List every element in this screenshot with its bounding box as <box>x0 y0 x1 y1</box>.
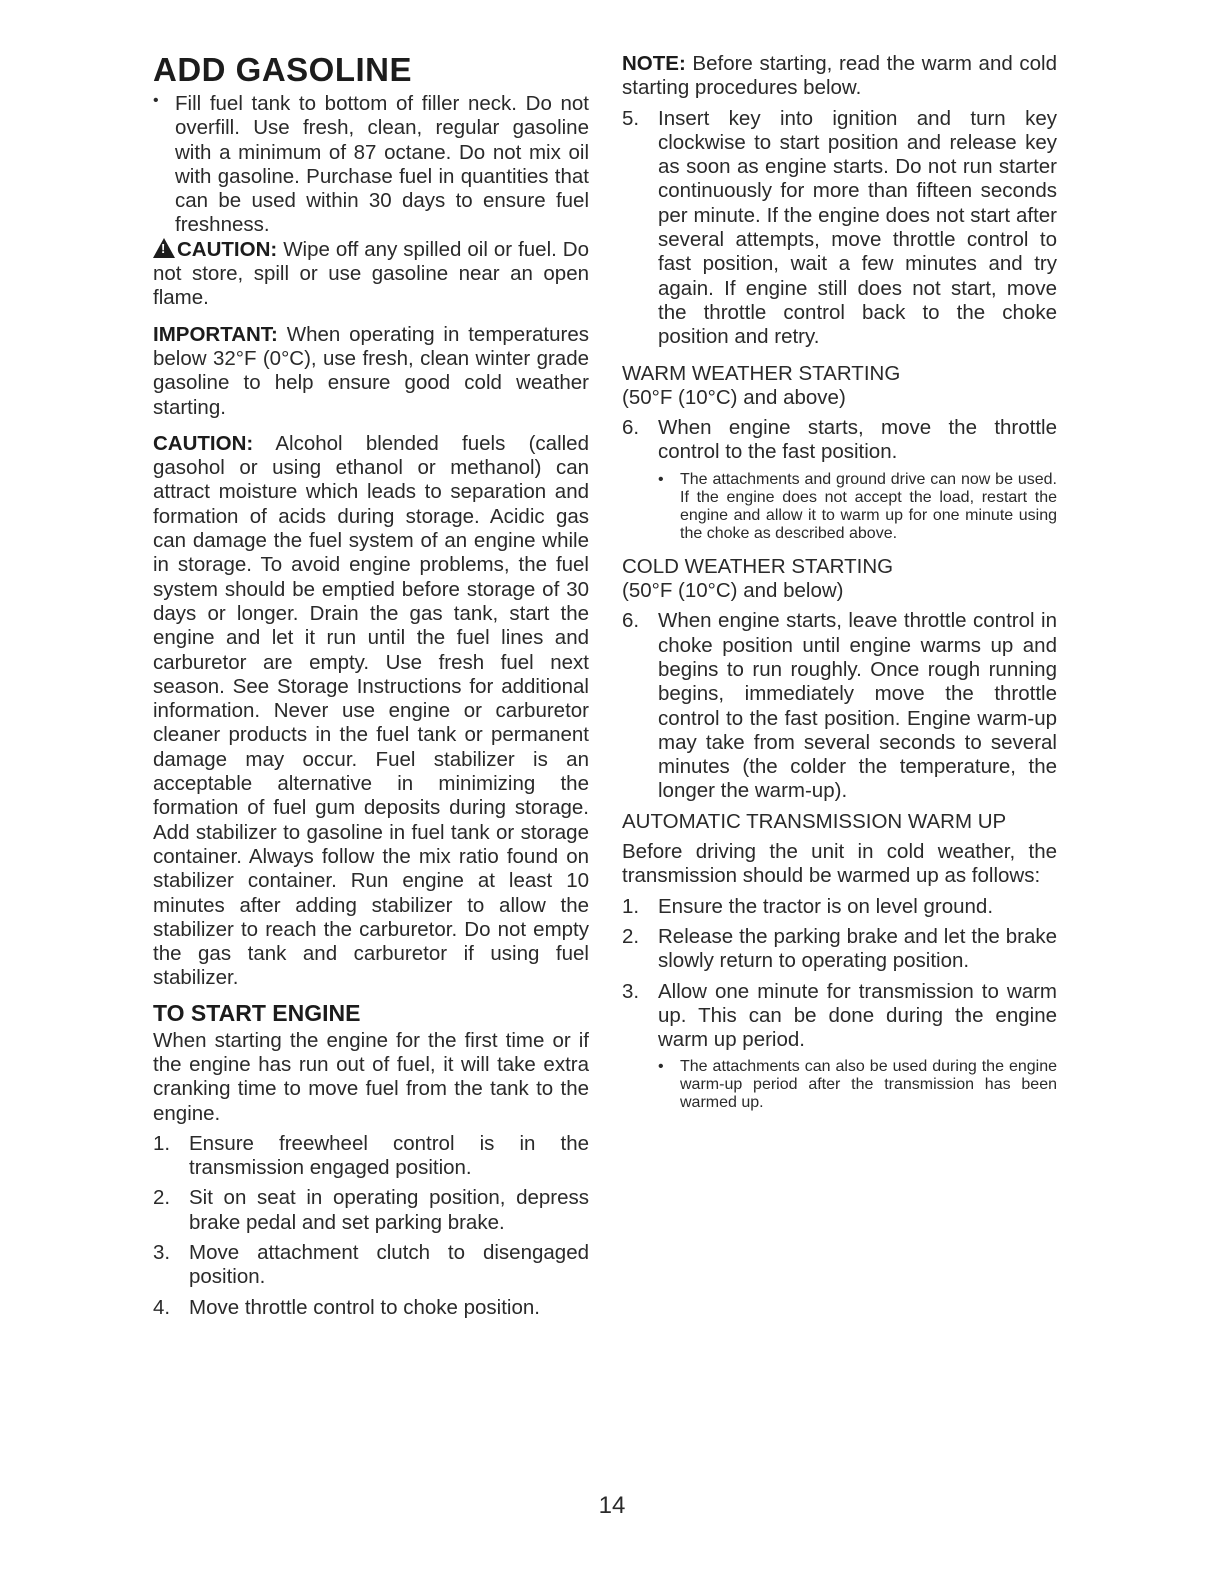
caution-spill-text: Wipe off any spilled oil or fuel. Do not store, spill or use gasoline near an open flame. <box>153 237 590 310</box>
step-text: Allow one minute for transmission to warm up. This can be done during the engine warm up period. <box>658 979 1057 1052</box>
start-intro: When starting the engine for the first time or if the engine has run out of fuel, it will take extra cranking time to move fuel from the tank to the engine. <box>153 1028 589 1125</box>
auto-step <box>622 925 1057 974</box>
cold-weather-heading: COLD WEATHER STARTING <box>622 554 894 578</box>
gasoline-bullet <box>153 92 589 238</box>
start-step <box>153 1296 589 1320</box>
auto-bullet-text: The attachments can also be used during the engine warm-up period after the transmission has been warmed up. <box>680 1058 1057 1112</box>
important-label: IMPORTANT: <box>153 322 278 346</box>
note <box>622 52 1057 101</box>
warm-weather-heading: WARM WEATHER STARTING <box>622 361 901 385</box>
step-text: Ensure freewheel control is in the transmission engaged position. <box>189 1131 589 1180</box>
start-step <box>153 1132 589 1181</box>
start-step <box>153 1241 589 1290</box>
step-number: 2. <box>153 1186 171 1210</box>
caution-alcohol-text: Alcohol blended fuels (called gasohol or using ethanol or methanol) can attract moisture which leads to separation and formation of acids during storage. Acidic gas can damage the fuel system of an engine while in storage. To avoid engine problems, the fuel system should be emptied before storage of 30 days or longer. Drain the gas tank, start the engine and let it run until the fuel lines and carburetor are empty. Use fresh fuel next season. See Storage Instructions for additional information. Never use engine or carburetor cleaner products in the fuel tank or permanent damage may occur. Fuel stabilizer is an acceptable alternative in minimizing the formation of fuel gum deposits during storage. Add stabilizer to gasoline in fuel tank or storage container. Always follow the mix ratio found on stabilizer container. Run engine at least 10 minutes after adding stabilizer to allow the stabilizer to reach the carburetor. Do not empty the gas tank and carburetor if using fuel stabilizer. <box>153 431 589 990</box>
bullet-dot: • <box>658 1058 664 1076</box>
important-note <box>153 323 589 420</box>
step-number: 1. <box>153 1131 171 1155</box>
step-text: Insert key into ignition and turn key clockwise to start position and release key as soon as engine starts. Do not run starter continuously for more than fifteen seconds per minute. If the engine does not start after several attempts, move throttle control to fast position, wait a few minutes and try again. If engine still does not start, move the throttle control back to the choke position and retry. <box>658 106 1057 349</box>
auto-transmission-intro: Before driving the unit in cold weather, the transmission should be warmed up as follows: <box>622 840 1057 888</box>
step-number: 3. <box>622 979 640 1003</box>
auto-step <box>622 980 1057 1053</box>
caution-spill <box>153 238 589 311</box>
warm-step-6 <box>622 416 1057 465</box>
caution-spill-label: CAUTION: <box>177 237 278 261</box>
start-step-5 <box>622 107 1057 350</box>
step-text: Ensure the tractor is on level ground. <box>658 894 994 918</box>
bullet-dot: • <box>658 470 664 488</box>
step-text: Sit on seat in operating position, depress brake pedal and set parking brake. <box>189 1186 589 1234</box>
warning-triangle-icon: ! <box>153 238 175 258</box>
warm-bullet <box>622 471 1057 543</box>
step-text: Move attachment clutch to disengaged position. <box>189 1241 589 1289</box>
cold-weather-range: (50°F (10°C) and below) <box>622 579 844 603</box>
note-label: NOTE: <box>622 52 686 75</box>
step-text: When engine starts, leave throttle control in choke position until engine warms up and begins to run roughly. Once rough running begins, immediately move the throttle control to the fast position. Engine warm-up may take from several seconds to several minutes (the colder the temperature, the longer the warm-up). <box>658 609 1057 803</box>
step-number: 6. <box>622 609 640 633</box>
auto-bullet <box>622 1058 1057 1112</box>
right-column <box>622 52 1057 1112</box>
left-column <box>153 52 589 1320</box>
step-number: 4. <box>153 1295 171 1319</box>
note-text: Before starting, read the warm and cold starting procedures below. <box>622 52 1057 100</box>
step-number: 6. <box>622 416 640 440</box>
heading-start-engine: TO START ENGINE <box>153 999 361 1026</box>
gasoline-bullet-text: Fill fuel tank to bottom of filler neck. Do not overfill. Use fresh, clean, regular gasoline with a minimum of 87 octane. Do not mix oil with gasoline. Purchase fuel in quantities that can be used within 30 days to ensure fuel freshness. <box>175 92 589 237</box>
caution-alcohol-label: CAUTION: <box>153 431 254 455</box>
page-number: 14 <box>598 1492 626 1519</box>
important-text: When operating in temperatures below 32°F (0°C), use fresh, clean winter grade gasoline to help ensure good cold weather starting. <box>153 322 590 419</box>
warm-bullet-text: The attachments and ground drive can now be used. If the engine does not accept the load, restart the engine and allow it to warm up for one minute using the choke as described above. <box>680 470 1057 542</box>
caution-alcohol <box>153 432 589 991</box>
cold-step-6 <box>622 609 1057 803</box>
warm-weather-range: (50°F (10°C) and above) <box>622 385 846 409</box>
step-number: 1. <box>622 894 640 918</box>
start-step <box>153 1186 589 1235</box>
auto-transmission-heading: AUTOMATIC TRANSMISSION WARM UP <box>622 809 1007 833</box>
bullet-dot: • <box>153 92 159 109</box>
step-number: 5. <box>622 106 640 130</box>
step-number: 3. <box>153 1241 171 1265</box>
heading-add-gasoline: ADD GASOLINE <box>153 51 413 88</box>
step-text: Release the parking brake and let the brake slowly return to operating position. <box>658 924 1057 973</box>
step-number: 2. <box>622 924 640 948</box>
auto-step <box>622 895 1057 919</box>
step-text: Move throttle control to choke position. <box>189 1295 540 1319</box>
step-text: When engine starts, move the throttle control to the fast position. <box>658 416 1057 464</box>
